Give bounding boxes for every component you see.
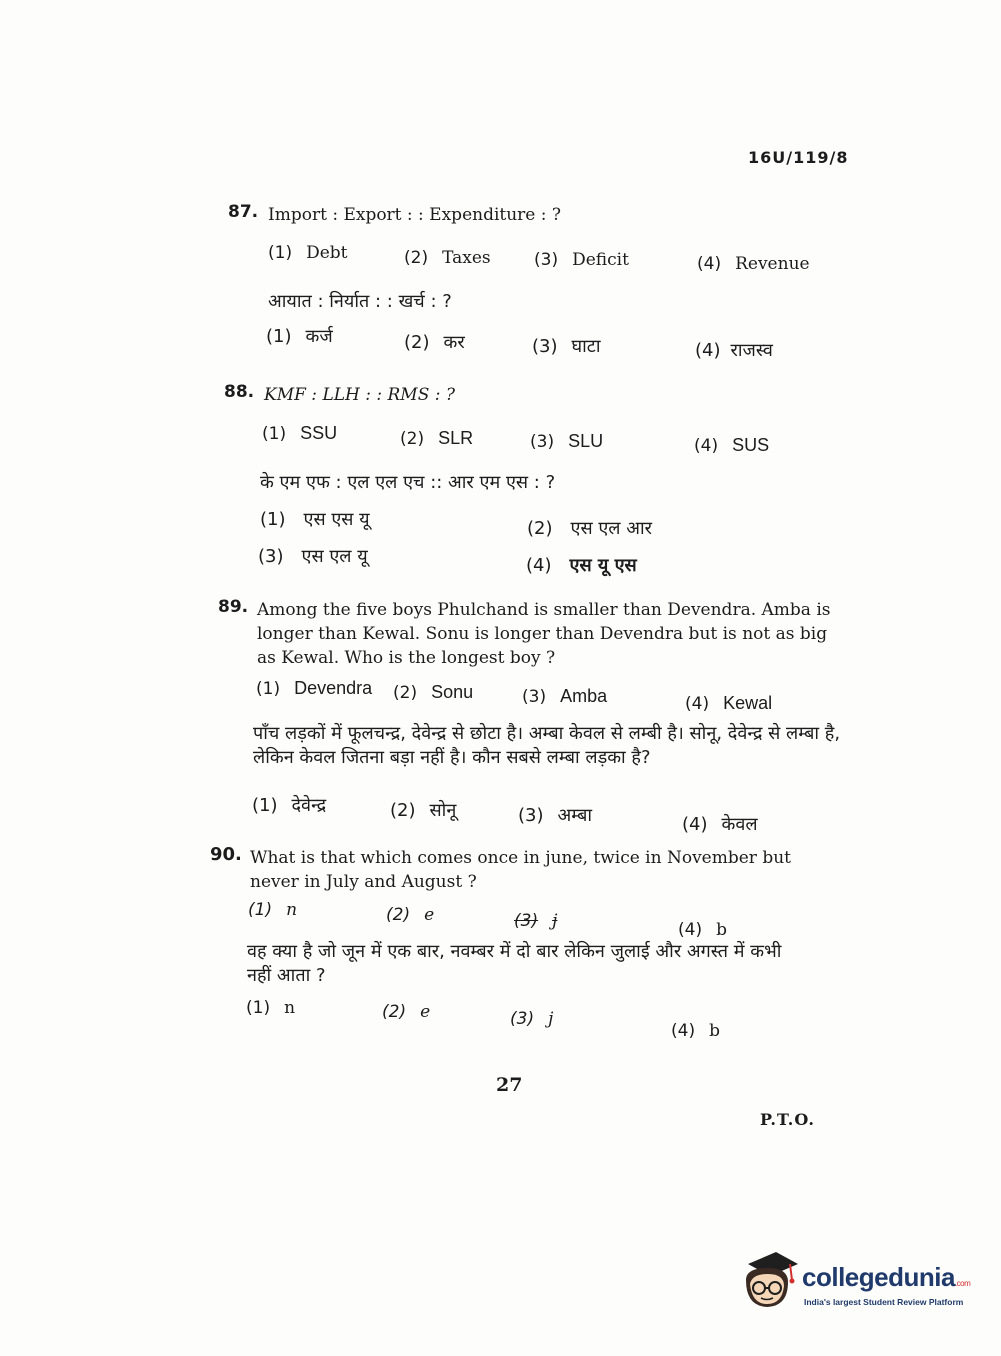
question-text-hindi: वह क्या है जो जून में एक बार, नवम्बर में दो बार लेकिन जुलाई और अगस्त में कभी नहीं आता ? [247,941,782,986]
option-4: (4) b [678,920,727,940]
brand-suffix: .com [954,1279,971,1288]
option-1-hindi: (1) कर्ज [266,326,333,347]
option-2: (2) Taxes [404,248,491,268]
option-1: (1) SSU [262,423,338,444]
option-2-hindi: (2) e [382,1002,431,1022]
option-3: (3) j [514,911,558,931]
brand-name: collegedunia [802,1262,955,1292]
option-4: (4) Revenue [697,254,810,274]
option-3: (3) Deficit [534,250,629,270]
option-3-hindi: (3) j [510,1009,554,1029]
option-4-hindi: (4) b [671,1021,720,1041]
question-text: KMF : LLH : : RMS : ? [264,385,456,405]
option-1-hindi: (1) एस एस यू [260,509,370,530]
question-text-hindi: के एम एफ : एल एल एच :: आर एम एस : ? [260,472,556,493]
brand-tagline: India's largest Student Review Platform [804,1297,964,1307]
question-number: 90. [210,844,242,865]
option-4: (4) SUS [694,435,770,456]
option-3-hindi: (3) घाटा [532,336,601,357]
option-2-hindi: (2) सोनू [390,800,457,821]
student-mascot-icon [740,1250,800,1312]
option-2-hindi: (2) कर [404,332,465,353]
question-text-hindi: पाँच लड़कों में फूलचन्द्र, देवेन्द्र से छोटा है। अम्बा केवल से लम्बी है। सोनू, देवेन्द्र से लम्बा है, लेकिन केवल जितना बड़ा नहीं है। कौन सबसे लम्बा लड़का है? [253,723,841,768]
option-4: (4) Kewal [685,693,773,714]
question-text: Import : Export : : Expenditure : ? [268,205,562,225]
option-2: (2) SLR [400,428,474,449]
question-text-hindi: आयात : निर्यात : : खर्च : ? [268,291,452,312]
option-4-hindi: (4) एस यू एस [526,555,637,576]
option-1: (1) Devendra [256,678,373,699]
option-3: (3) SLU [530,431,604,452]
option-4-hindi: (4) राजस्व [695,340,773,361]
option-3: (3) Amba [522,686,608,707]
question-number: 88. [224,382,255,402]
option-3-hindi: (3) एस एल यू [258,546,368,567]
option-1: (1) Debt [268,243,348,263]
option-3-hindi: (3) अम्बा [518,805,593,826]
question-number: 89. [218,597,249,617]
option-2-hindi: (2) एस एल आर [527,518,652,539]
option-2: (2) Sonu [393,682,474,703]
question-number: 87. [228,202,259,222]
pto-label: P.T.O. [760,1110,815,1129]
collegedunia-logo [740,1250,970,1320]
option-2: (2) e [386,905,435,925]
option-1-hindi: (1) देवेन्द्र [252,795,327,816]
option-4-hindi: (4) केवल [682,814,758,835]
question-text: What is that which comes once in june, twice in November but never in July and August ? [250,848,792,892]
option-1: (1) n [248,900,298,920]
paper-code: 16U/119/8 [748,148,849,167]
page-number: 27 [496,1074,523,1096]
question-text: Among the five boys Phulchand is smaller than Devendra. Amba is longer than Kewal. Sonu is longer than Devendra but is not as big as Kewal. Who is the longest boy ? [257,600,831,668]
option-1-hindi: (1) n [246,998,296,1018]
